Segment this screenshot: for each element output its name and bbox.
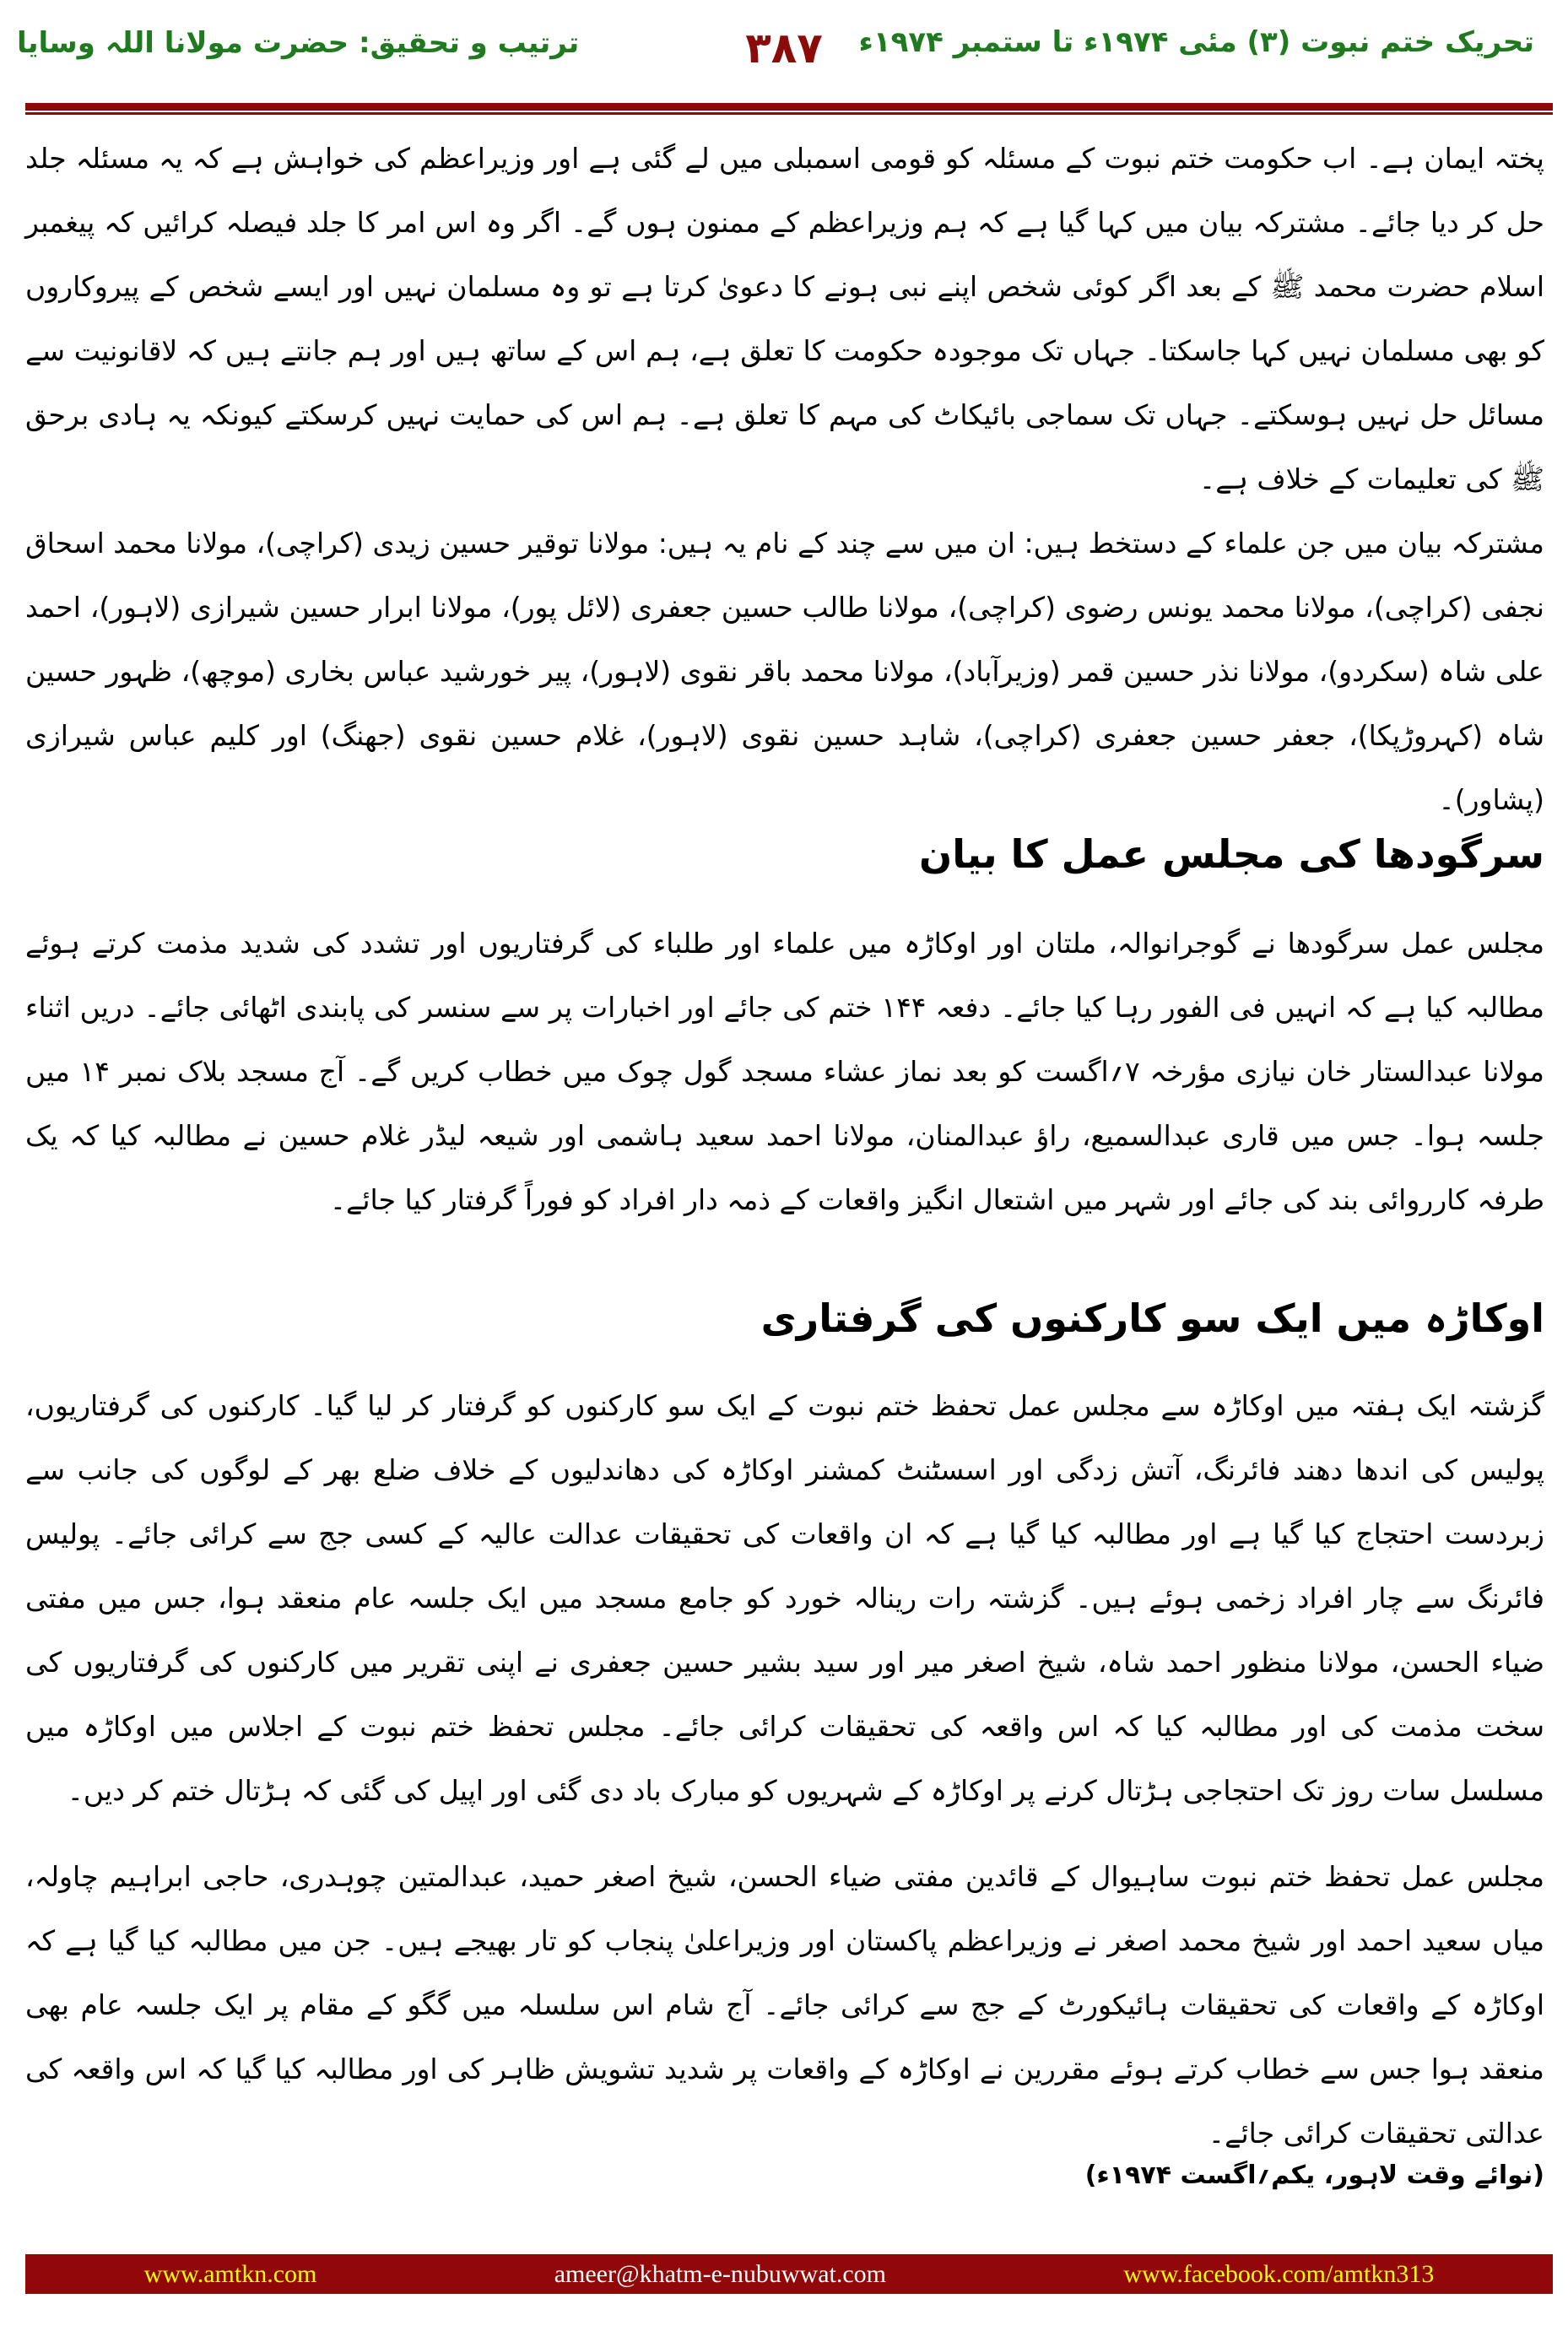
book-title: تحریک ختم نبوت (۳) مئی ۱۹۷۴ء تا ستمبر ۱۹۷۴ء (858, 25, 1534, 59)
paragraph-1: پختہ ایمان ہے۔ اب حکومت ختم نبوت کے مسئلہ کو قومی اسمبلی میں لے گئی ہے اور وزیراعظم کی خواہش ہے کہ یہ مسئلہ جلد حل کر دیا جائے۔ مشترکہ بیان میں کہا گیا ہے کہ ہم وزیراعظم کے ممنون ہوں گے۔ اگر وہ اس امر کا جلد فیصلہ کرائیں کہ پیغمبر اسلام حضرت محمد ﷺ کے بعد اگر کوئی شخص اپنے نبی ہونے کا دعویٰ کرتا ہے تو وہ مسلمان نہیں اور ایسے شخص کے پیروکاروں کو بھی مسلمان نہیں کہا جاسکتا۔ جہاں تک موجودہ حکومت کا تعلق ہے، ہم اس کے ساتھ ہیں اور ہم جانتے ہیں کہ لاقانونیت سے مسائل حل نہیں ہوسکتے۔ جہاں تک سماجی بائیکاٹ کی مہم کا تعلق ہے۔ ہم اس کی حمایت نہیں کرسکتے کیونکہ یہ ہادی برحق ﷺ کی تعلیمات کے خلاف ہے۔ (25, 142, 1544, 495)
paragraph-3: مجلس عمل سرگودھا نے گوجرانوالہ، ملتان اور اوکاڑہ میں علماء اور طلباء کی گرفتاریوں اور تشدد کی شدید مذمت کرتے ہوئے مطالبہ کیا ہے کہ انہیں فی الفور رہا کیا جائے۔ دفعہ ۱۴۴ ختم کی جائے اور اخبارات پر سے سنسر کی پابندی اٹھائی جائے۔ دریں اثناء مولانا عبدالستار خان نیازی مؤرخہ ۷؍اگست کو بعد نماز عشاء مسجد گول چوک میں خطاب کریں گے۔ آج مسجد بلاک نمبر ۱۴ میں جلسہ ہوا۔ جس میں قاری عبدالسمیع، راؤ عبدالمنان، مولانا احمد سعید ہاشمی اور شیعہ لیڈر غلام حسین نے مطالبہ کیا کہ یک طرفہ کارروائی بند کی جائے اور شہر میں اشتعال انگیز واقعات کے ذمہ دار افراد کو فوراً گرفتار کیا جائے۔ (25, 927, 1544, 1216)
footer-bar (25, 2254, 1553, 2294)
paragraph-4: گزشتہ ایک ہفتہ میں اوکاڑہ سے مجلس عمل تحفظ ختم نبوت کے ایک سو کارکنوں کو گرفتار کر لیا گیا۔ کارکنوں کی گرفتاریوں، پولیس کی اندھا دھند فائرنگ، آتش زدگی اور اسسٹنٹ کمشنر اوکاڑہ کی دھاندلیوں کے خلاف ضلع بھر کے لوگوں کی جانب سے زبردست احتجاج کیا گیا ہے اور مطالبہ کیا گیا ہے کہ ان واقعات کی تحقیقات عدالت عالیہ کے کسی جج سے کرائی جائے۔ پولیس فائرنگ سے چار افراد زخمی ہوئے ہیں۔ گزشتہ رات رینالہ خورد کو جامع مسجد میں ایک جلسہ عام منعقد ہوا، جس میں مفتی ضیاء الحسن، مولانا منظور احمد شاہ، شیخ اصغر میر اور سید بشیر حسین جعفری نے اپنی تقریر میں کارکنوں کی گرفتاریوں کی سخت مذمت کی اور مطالبہ کیا کہ اس واقعہ کی تحقیقات کرائی جائے۔ مجلس تحفظ ختم نبوت کے اجلاس میں اوکاڑہ میں مسلسل سات روز تک احتجاجی ہڑتال کرنے پر اوکاڑہ کے شہریوں کو مبارک باد دی گئی اور اپیل کی گئی کہ ہڑتال ختم کر دیں۔ (25, 1389, 1545, 1807)
website-link[interactable]: www.amtkn.com (143, 2259, 317, 2288)
email-link[interactable]: ameer@khatm-e-nubuwwat.com (554, 2259, 887, 2288)
section-heading-sargodha: سرگودھا کی مجلس عمل کا بیان (919, 831, 1544, 877)
facebook-link[interactable]: www.facebook.com/amtkn313 (1123, 2259, 1435, 2288)
header-divider-thin (25, 112, 1553, 115)
paragraph-5: مجلس عمل تحفظ ختم نبوت ساہیوال کے قائدین مفتی ضیاء الحسن، شیخ اصغر حمید، عبدالمتین چوہدری، حاجی ابراہیم چاولہ، میاں سعید احمد اور شیخ محمد اصغر نے وزیراعظم پاکستان اور وزیراعلیٰ پنجاب کو تار بھیجے ہیں۔ جن میں مطالبہ کیا گیا ہے کہ اوکاڑہ کے واقعات کی تحقیقات ہائیکورٹ کے جج سے کرائی جائے۔ آج شام اس سلسلہ میں گگو کے مقام پر ایک جلسہ عام بھی منعقد ہوا جس سے خطاب کرتے ہوئے مقررین نے اوکاڑہ کے واقعات پر شدید تشویش ظاہر کی اور مطالبہ کیا گیا کہ اس واقعہ کی عدالتی تحقیقات کرائی جائے۔ (25, 1860, 1544, 2150)
paragraph-2: مشترکہ بیان میں جن علماء کے دستخط ہیں: ان میں سے چند کے نام یہ ہیں: مولانا توقیر حسین زیدی (کراچی)، مولانا محمد اسحاق نجفی (کراچی)، مولانا محمد یونس رضوی (کراچی)، مولانا طالب حسین جعفری (لائل پور)، مولانا ابرار حسین شیرازی (لاہور)، احمد علی شاہ (سکردو)، مولانا نذر حسین قمر (وزیرآباد)، مولانا محمد باقر نقوی (لاہور)، پیر خورشید عباس بخاری (موچھ)، ظہور حسین شاہ (کہروڑپکا)، جعفر حسین جعفری (کراچی)، شاہد حسین نقوی (لاہور)، غلام حسین نقوی (جھنگ) اور کلیم عباس شیرازی (پشاور)۔ (25, 527, 1544, 816)
page-number: ۳۸۷ (745, 24, 823, 73)
section-heading-okara: اوکاڑہ میں ایک سو کارکنوں کی گرفتاری (760, 1295, 1544, 1341)
compiler-credit: ترتیب و تحقیق: حضرت مولانا اللہ وسایا (17, 26, 580, 60)
header-divider (25, 103, 1553, 111)
source-citation: (نوائے وقت لاہور، یکم؍اگست ۱۹۷۴ء) (1084, 2161, 1544, 2190)
